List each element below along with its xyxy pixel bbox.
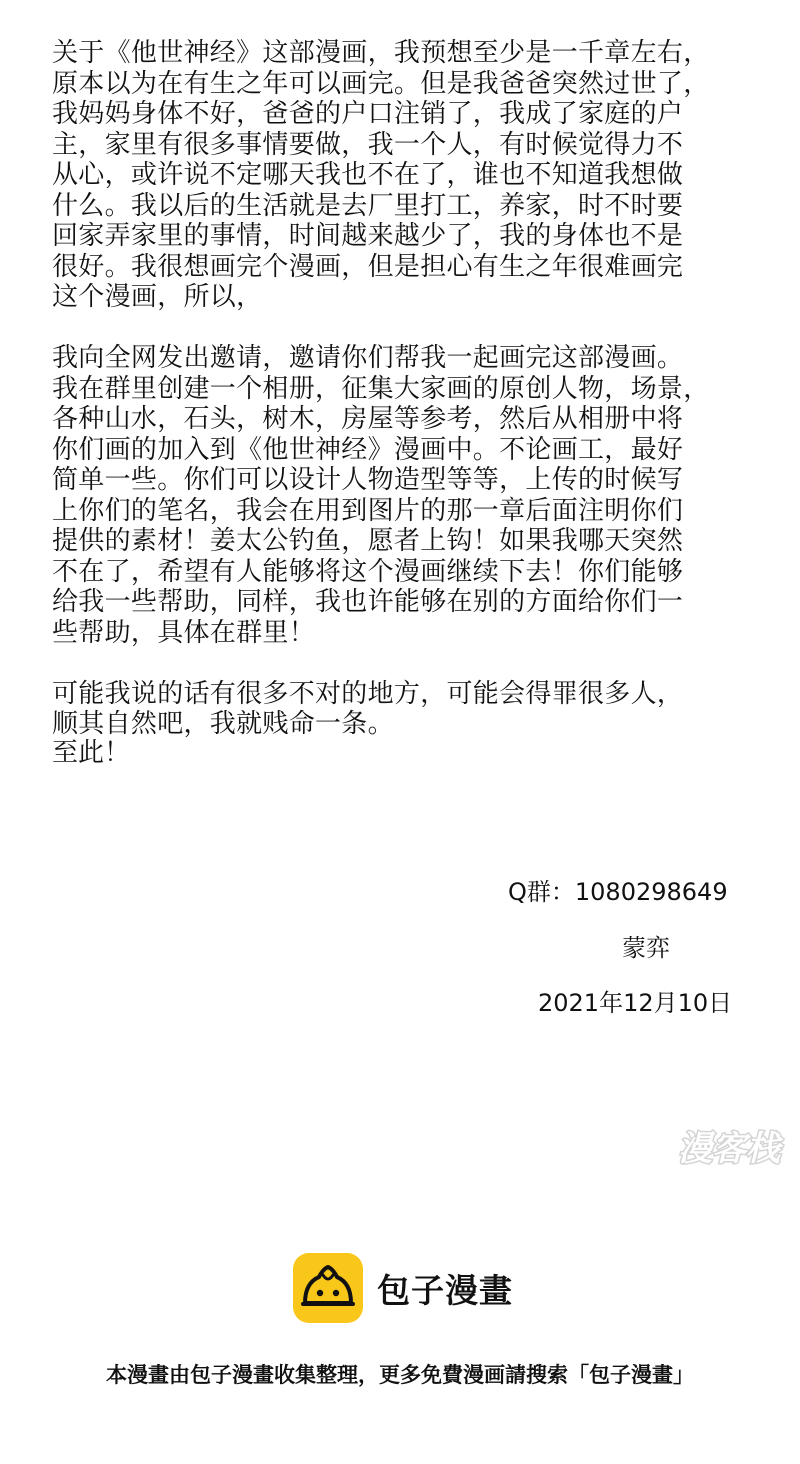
letter-date: 2021年12月10日: [538, 989, 733, 1017]
letter-paragraph-3: 可能我说的话有很多不对的地方，可能会得罪很多人， 顺其自然吧，我就贱命一条。: [52, 678, 684, 739]
letter-body: [52, 38, 742, 770]
mankezhan-watermark-logo: [668, 1122, 790, 1172]
baozi-logo-icon: [293, 1253, 363, 1323]
letter-paragraph-2: 我向全网发出邀请，邀请你们帮我一起画完这部漫画。 我在群里创建一个相册，征集大家画的原创人物，场景， 各种山水，石头，树木，房屋等参考，然后从相册中将 你们画的加入到《他世神经》漫画中。不论画工，最好 简单一些。你们可以设计人物造型等等，上传的时候写 上你们的笔名，我会在用到图片的那一章后面注明你们 提供的素材！姜太公钓鱼，愿者上钩！如果我哪天突然 不在了，希望有人能够将这个漫画继续下去！你们能够 给我一些帮助，同样，我也许能够在别的方面给你们一 些帮助，具体在群里！: [52, 343, 710, 648]
brand: [293, 1252, 513, 1324]
author-name: 蒙弈: [622, 934, 670, 962]
qq-group-number: Q群：1080298649: [508, 878, 728, 906]
footer-notice: 本漫畫由包子漫畫收集整理，更多免費漫画請搜索「包子漫畫」: [106, 1363, 694, 1387]
letter-closing: 至此！: [52, 738, 131, 768]
watermark-text: 漫客栈: [678, 1129, 780, 1169]
brand-name: 包子漫畫: [377, 1270, 513, 1310]
letter-paragraph-1: 关于《他世神经》这部漫画，我预想至少是一千章左右， 原本以为在有生之年可以画完。但是我爸爸突然过世了， 我妈妈身体不好，爸爸的户口注销了，我成了家庭的户 主，家里有很多事情要做，我一个人，有时候觉得力不 从心，或许说不定哪天我也不在了，谁也不知道我想做 什么。我以后的生活就是去厂里打工，养家，时不时要 回家弄家里的事情，时间越来越少了，我的身体也不是 很好。我很想画完个漫画，但是担心有生之年很难画完 这个漫画，所以，: [52, 38, 710, 312]
